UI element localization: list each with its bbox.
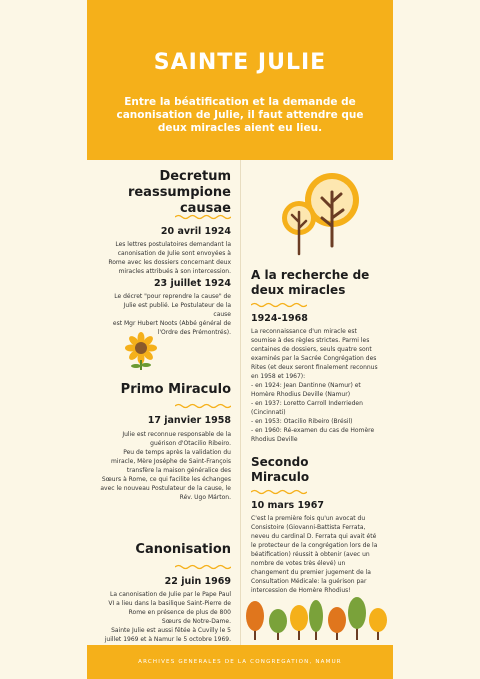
recherche-date: 1924-1968 [251, 313, 308, 324]
decretum-date-1: 20 avril 1924 [160, 226, 231, 237]
footer-banner [87, 645, 393, 679]
text-line: Le décret "pour reprendre la cause" de [114, 293, 231, 300]
text-line: miracles attribués à son intercession. [118, 268, 231, 275]
text-line: transfère la maison généralice des [126, 467, 231, 474]
secondo-date: 10 mars 1967 [251, 500, 324, 511]
canonisation-title: Canonisation [135, 542, 231, 557]
decretum-title-line: Decretum [159, 169, 231, 184]
text-line: Rhodius Deville [251, 436, 298, 443]
text-line: (Cincinnati) [251, 409, 286, 416]
wave-divider-icon [175, 214, 231, 220]
text-line: canonisation de Julie sont envoyées à [117, 250, 231, 257]
canonisation-date: 22 juin 1969 [164, 576, 231, 587]
secondo-title [251, 455, 371, 485]
text-line: Rites (et deux seront finalement reconnus [251, 364, 378, 371]
recherche-title-line: deux miracles [251, 283, 346, 297]
text-line: Rome en présence de plus de 800 [128, 609, 231, 616]
trees-illustration-icon [275, 168, 365, 258]
text-line: La reconnaissance d'un miracle est [251, 328, 357, 335]
text-line: Homère Rhodius Deville (Namur) [251, 391, 351, 398]
canonisation-text [100, 590, 231, 644]
text-line: neveu du cardinal D. Ferrata qui avait été [251, 533, 377, 540]
text-line: l'Ordre des Prémontrés). [157, 329, 231, 336]
text-line: Rome avec les dossiers concernant deux [108, 259, 231, 266]
text-line: Julie est reconnue responsable de la [122, 431, 231, 438]
text-line: est Mgr Hubert Noots (Abbé général de [112, 320, 231, 327]
text-line: Consistoire (Giovanni-Battista Ferrata, [251, 524, 366, 531]
text-line: Sœurs de Notre-Dame. [161, 618, 231, 625]
text-line: - en 1924: Jean Dantinne (Namur) et [251, 382, 361, 389]
text-line: centaines de dossiers, seuls quatre sont [251, 346, 372, 353]
text-line: juillet 1969 et à Namur le 5 octobre 1969. [104, 636, 231, 643]
wave-divider-icon [251, 489, 307, 495]
text-line: avec le nouveau Postulateur de la cause, le [100, 485, 231, 492]
wave-divider-icon [175, 403, 231, 409]
decretum-date-2: 23 juillet 1924 [153, 278, 231, 289]
text-line: Consultation Médicale: la guérison par [251, 578, 367, 585]
text-line: - en 1953: Otacilio Ribeiro (Brésil) [251, 418, 353, 425]
text-line: Sainte Julie est aussi fêtée à Cuvilly le 5 [111, 627, 231, 634]
decretum-title-line: causae [179, 201, 231, 216]
text-line: en 1958 et 1967): [251, 373, 306, 380]
decretum-title [100, 169, 231, 217]
text-line: le protecteur de la congrégation lors de la [251, 542, 378, 549]
text-line: miracle, Mère Joséphe de Saint-François [111, 458, 231, 465]
text-line: soumise à des règles strictes. Parmi les [251, 337, 370, 344]
text-line: C'est la première fois qu'un avocat du [251, 515, 366, 522]
text-line: VI a lieu dans la basilique Saint-Pierre de [108, 600, 231, 607]
primo-text [100, 430, 231, 502]
text-line: - en 1960: Ré-examen du cas de Homère [251, 427, 375, 434]
header-banner [87, 0, 393, 160]
decretum-title-line: reassumpione [127, 185, 231, 200]
secondo-title-line: Secondo [251, 455, 309, 469]
primo-date: 17 janvier 1958 [147, 415, 231, 426]
decretum-text-1 [105, 240, 231, 276]
page-title: SAINTE JULIE [153, 50, 327, 75]
text-line: changement du premier jugement de la [251, 569, 371, 576]
text-line: examinés par la Sacrée Congrégation des [251, 355, 377, 362]
recherche-text [251, 327, 381, 444]
text-line: Les lettres postulatoires demandant la [115, 241, 231, 248]
text-line: La canonisation de Julie par le Pape Paul [109, 591, 231, 598]
recherche-title-line: A la recherche de [251, 268, 370, 282]
text-line: Peu de temps après la validation du [123, 449, 231, 456]
recherche-title [251, 268, 371, 298]
sunflower-icon [122, 330, 160, 370]
timeline-divider [240, 160, 241, 645]
wave-divider-icon [251, 302, 307, 308]
text-line: béatification) réussit à obtenir (avec un [251, 551, 370, 558]
text-line: Sœurs à Rome, ce qui facilite les échanges [101, 476, 231, 483]
wave-divider-icon [175, 564, 231, 570]
text-line: intercession de Homère Rhodius! [251, 587, 351, 594]
text-line: Julie est publié. Le Postulateur de la cause [123, 302, 231, 318]
tree-row-illustration-icon [243, 596, 393, 642]
text-line: guérison d'Otacilio Ribeiro. [150, 440, 231, 447]
page-subtitle: Entre la béatification et la demande de canonisation de Julie, il faut attendre que deux miracles aient eu lieu. [116, 96, 364, 134]
text-line: Rév. Ugo Márton. [179, 494, 231, 501]
footer-credit: ARCHIVES GENERALES DE LA CONGREGATION, NAMUR [138, 659, 342, 665]
secondo-text [251, 514, 386, 595]
primo-title: Primo Miraculo [120, 382, 231, 397]
text-line: nombre de votes très élevé) un [251, 560, 346, 567]
text-line: - en 1937: Loretto Carroll Inderrieden [251, 400, 363, 407]
secondo-title-line: Miraculo [251, 470, 310, 484]
